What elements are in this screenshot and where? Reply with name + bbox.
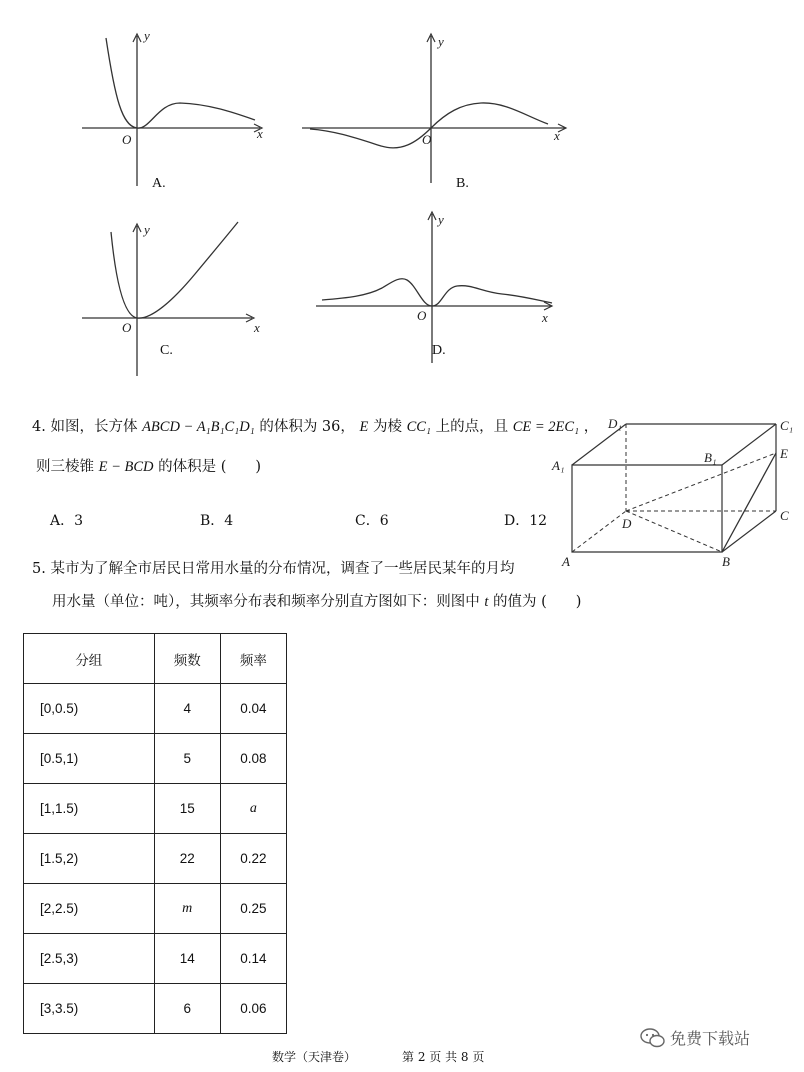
label-a1: A₁ xyxy=(552,458,565,473)
cuboid-svg xyxy=(550,410,802,575)
cell-rate: 0.25 xyxy=(220,884,286,934)
choice-c: C．6 xyxy=(355,513,389,529)
cell-count: 22 xyxy=(154,834,220,884)
choice-d: D．12 xyxy=(504,513,548,529)
cell-group: [3,3.5) xyxy=(24,984,155,1034)
cell-group: [0,0.5) xyxy=(24,684,155,734)
cell-count: 14 xyxy=(154,934,220,984)
q4-line2: 则三棱锥 E − BCD 的体积是 ( ) xyxy=(36,459,262,475)
origin-label: O xyxy=(422,132,432,147)
cell-rate: a xyxy=(220,784,286,834)
label-c1: C₁ xyxy=(780,418,794,433)
option-d-label: D. xyxy=(432,343,446,358)
y-axis-label: y xyxy=(438,34,444,49)
option-b-label: B. xyxy=(456,176,469,191)
frequency-table xyxy=(23,633,287,1034)
table-row xyxy=(24,884,287,934)
cell-group: [0.5,1) xyxy=(24,734,155,784)
cell-group: [1.5,2) xyxy=(24,834,155,884)
table-row xyxy=(24,934,287,984)
cell-count: 4 xyxy=(154,684,220,734)
table-header-row xyxy=(24,634,287,684)
table-row xyxy=(24,684,287,734)
q5-line2: 用水量（单位：吨），其频率分布表和频率分别直方图如下：则图中 t 的值为 ( ) xyxy=(52,594,582,610)
label-a: A xyxy=(562,554,570,569)
label-d: D xyxy=(622,516,632,531)
y-axis-label: y xyxy=(144,222,150,237)
graph-b-svg xyxy=(296,28,576,188)
table-row xyxy=(24,834,287,884)
table-row xyxy=(24,734,287,784)
footer-subject: 数学（天津卷） xyxy=(272,1050,357,1064)
choice-a: A．3 xyxy=(50,513,84,529)
x-axis-label: x xyxy=(554,128,560,143)
wechat-icon xyxy=(640,1027,666,1049)
option-c-label: C. xyxy=(160,343,173,358)
cell-count: 6 xyxy=(154,984,220,1034)
cell-count: m xyxy=(154,884,220,934)
q4-line1: 4. 如图，长方体 ABCD − A₁B₁C₁D₁ 的体积为 36， E 为棱 CC₁ 上的点，且 CE = 2EC₁ ， xyxy=(32,419,599,435)
cuboid-figure xyxy=(550,410,802,575)
graph-c xyxy=(80,218,270,378)
origin-label: O xyxy=(417,308,427,323)
cell-rate: 0.08 xyxy=(220,734,286,784)
x-axis-label: x xyxy=(542,310,548,325)
watermark-text: 免费下载站 xyxy=(670,1029,751,1048)
cell-group: [2.5,3) xyxy=(24,934,155,984)
cell-rate: 0.04 xyxy=(220,684,286,734)
label-b: B xyxy=(722,554,730,569)
footer-page: 第 2 页 共 8 页 xyxy=(402,1050,485,1064)
graph-b xyxy=(296,28,576,188)
label-e: E xyxy=(780,446,788,461)
y-axis-label: y xyxy=(144,28,150,43)
label-c: C xyxy=(780,508,789,523)
label-d1: D₁ xyxy=(608,416,622,431)
origin-label: O xyxy=(122,132,132,147)
header-count: 频数 xyxy=(154,634,220,684)
label-b1: B₁ xyxy=(704,450,717,465)
y-axis-label: y xyxy=(438,212,444,227)
cell-group: [2,2.5) xyxy=(24,884,155,934)
cell-count: 15 xyxy=(154,784,220,834)
watermark xyxy=(640,1026,750,1049)
table-row xyxy=(24,984,287,1034)
graph-a-svg xyxy=(80,28,270,188)
cell-rate: 0.06 xyxy=(220,984,286,1034)
origin-label: O xyxy=(122,320,132,335)
graph-a xyxy=(80,28,270,188)
cell-rate: 0.14 xyxy=(220,934,286,984)
table-row xyxy=(24,784,287,834)
cell-rate: 0.22 xyxy=(220,834,286,884)
header-rate: 频率 xyxy=(220,634,286,684)
header-group: 分组 xyxy=(24,634,155,684)
x-axis-label: x xyxy=(254,320,260,335)
q5-line1: 5. 某市为了解全市居民日常用水量的分布情况，调查了一些居民某年的月均 xyxy=(32,561,515,577)
option-a-label: A. xyxy=(152,176,166,191)
graph-c-svg xyxy=(80,218,270,378)
cell-group: [1,1.5) xyxy=(24,784,155,834)
x-axis-label: x xyxy=(257,126,263,141)
cell-count: 5 xyxy=(154,734,220,784)
choice-b: B．4 xyxy=(200,513,234,529)
